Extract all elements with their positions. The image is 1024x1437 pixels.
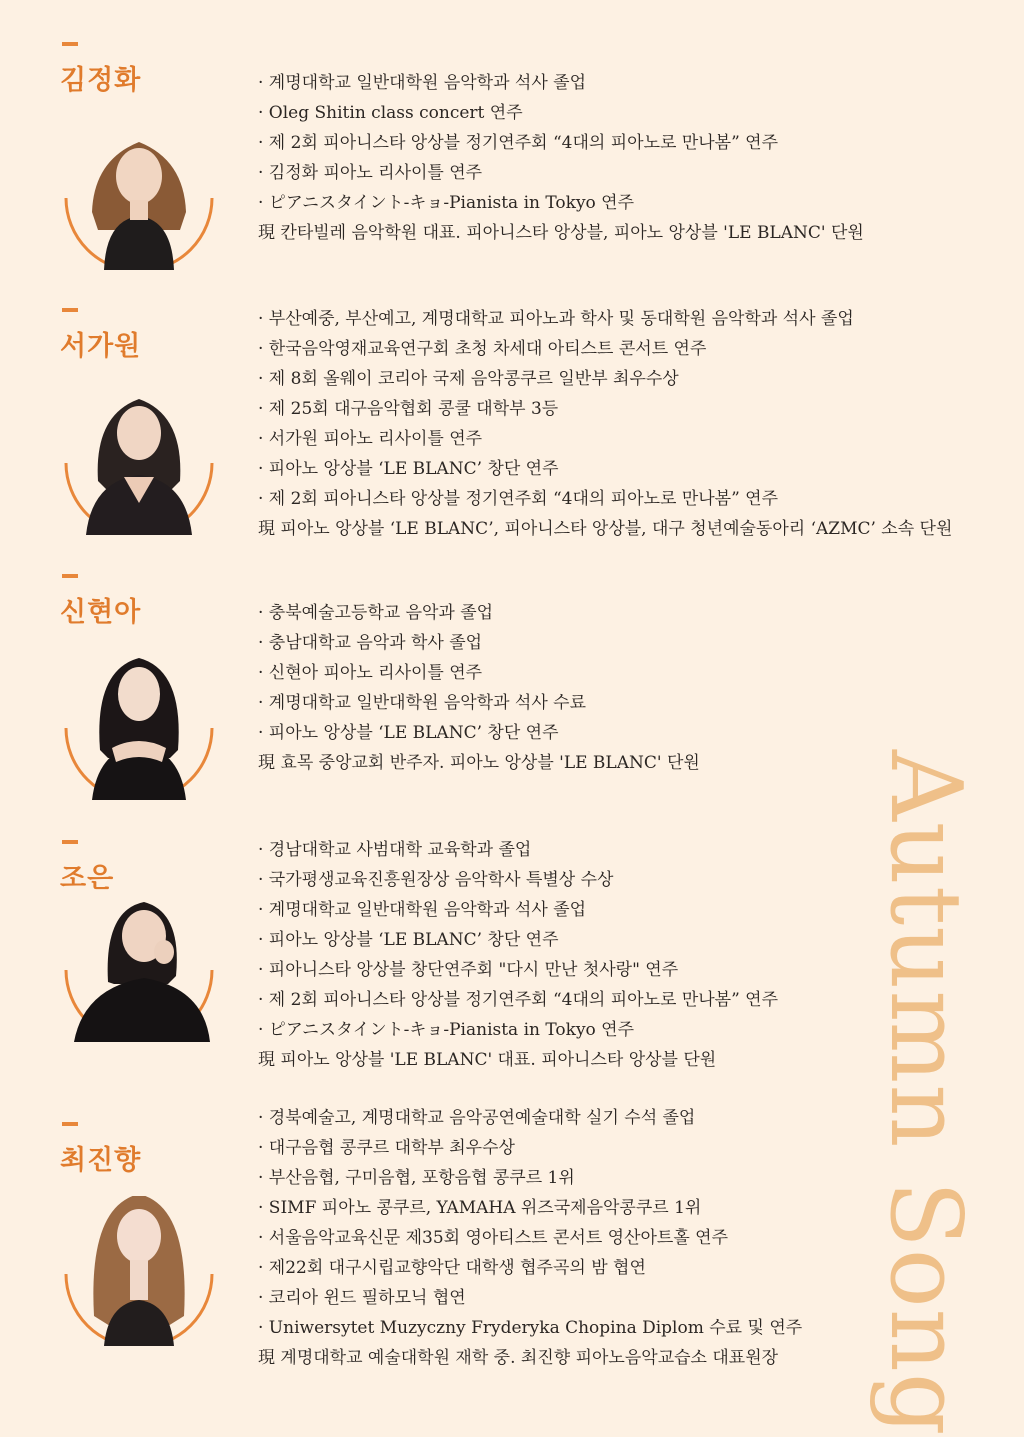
- bio-line: · 부산예중, 부산예고, 계명대학교 피아노과 학사 및 동대학원 음악학과 석사 졸업: [258, 309, 854, 329]
- bio-line: · 제 2회 피아니스타 앙상블 정기연주회 “4대의 피아노로 만나봄” 연주: [258, 133, 779, 153]
- bio-line: · 충북예술고등학교 음악과 졸업: [258, 603, 494, 623]
- performer-name: 서가원: [60, 331, 142, 362]
- bio-line: 現 효목 중앙교회 반주자. 피아노 앙상블 'LE BLANC' 단원: [258, 753, 700, 773]
- bio-line: 現 피아노 앙상블 ‘LE BLANC’, 피아니스타 앙상블, 대구 청년예술동아리 ‘AZMC’ 소속 단원: [258, 519, 953, 539]
- bio-line: · 서울음악교육신문 제35회 영아티스트 콘서트 영산아트홀 연주: [258, 1228, 729, 1248]
- bio-line: · 계명대학교 일반대학원 음악학과 석사 졸업: [258, 73, 587, 93]
- bio-line: · 신현아 피아노 리사이틀 연주: [258, 663, 483, 683]
- bio-line: · 계명대학교 일반대학원 음악학과 석사 수료: [258, 693, 587, 713]
- bio-line: · 제 25회 대구음악협회 콩쿨 대학부 3등: [258, 399, 559, 419]
- performer-bio: [258, 68, 978, 248]
- side-title: [860, 750, 982, 1437]
- bio-line: · 국가평생교육진흥원장상 음악학사 특별상 수상: [258, 870, 614, 890]
- performer-name: 신현아: [60, 597, 142, 628]
- bio-line: · 서가원 피아노 리사이틀 연주: [258, 429, 483, 449]
- bio-line: · 경남대학교 사범대학 교육학과 졸업: [258, 840, 532, 860]
- bio-line: · 피아노 앙상블 ‘LE BLANC’ 창단 연주: [258, 459, 559, 479]
- bio-line: · SIMF 피아노 콩쿠르, YAMAHA 위즈국제음악콩쿠르 1위: [258, 1198, 702, 1218]
- bio-line: · ピアニスタイント-キョ-Pianista in Tokyo 연주: [258, 193, 635, 213]
- bio-line: · 제22회 대구시립교향악단 대학생 협주곡의 밤 협연: [258, 1258, 646, 1278]
- bio-line: · Uniwersytet Muzyczny Fryderyka Chopina Diplom 수료 및 연주: [258, 1318, 803, 1338]
- performer-bio: [258, 304, 978, 544]
- performer-portrait: [64, 892, 214, 1042]
- performer-name: 조은: [60, 863, 115, 894]
- bio-line: · 제 8회 올웨이 코리아 국제 음악콩쿠르 일반부 최우수상: [258, 369, 679, 389]
- bio-line: · 대구음협 콩쿠르 대학부 최우수상: [258, 1138, 515, 1158]
- performer-portrait: [64, 120, 214, 270]
- bio-line: · 제 2회 피아니스타 앙상블 정기연주회 “4대의 피아노로 만나봄” 연주: [258, 990, 779, 1010]
- performer-name: 최진향: [60, 1145, 142, 1176]
- bio-line: · ピアニスタイント-キョ-Pianista in Tokyo 연주: [258, 1020, 635, 1040]
- side-title-text: Autumn Song: [868, 750, 982, 1437]
- bio-line: · 코리아 윈드 필하모닉 협연: [258, 1288, 466, 1308]
- performer-portrait: [64, 385, 214, 535]
- bio-line: · 피아노 앙상블 ‘LE BLANC’ 창단 연주: [258, 930, 559, 950]
- accent-dash: [62, 1122, 78, 1126]
- bio-line: · 제 2회 피아니스타 앙상블 정기연주회 “4대의 피아노로 만나봄” 연주: [258, 489, 779, 509]
- bio-line: · 김정화 피아노 리사이틀 연주: [258, 163, 483, 183]
- performer-portrait: [64, 1196, 214, 1346]
- bio-line: 現 피아노 앙상블 'LE BLANC' 대표. 피아니스타 앙상블 단원: [258, 1050, 717, 1070]
- bio-line: 現 계명대학교 예술대학원 재학 중. 최진향 피아노음악교습소 대표원장: [258, 1348, 779, 1368]
- performer-portrait: [64, 650, 214, 800]
- performer-name: 김정화: [60, 65, 142, 96]
- bio-line: · Oleg Shitin class concert 연주: [258, 103, 523, 123]
- bio-line: · 경북예술고, 계명대학교 음악공연예술대학 실기 수석 졸업: [258, 1108, 696, 1128]
- bio-line: · 부산음협, 구미음협, 포항음협 콩쿠르 1위: [258, 1168, 575, 1188]
- bio-line: · 계명대학교 일반대학원 음악학과 석사 졸업: [258, 900, 587, 920]
- bio-line: · 피아노 앙상블 ‘LE BLANC’ 창단 연주: [258, 723, 559, 743]
- accent-dash: [62, 42, 78, 46]
- accent-dash: [62, 840, 78, 844]
- accent-dash: [62, 574, 78, 578]
- bio-line: · 피아니스타 앙상블 창단연주회 "다시 만난 첫사랑" 연주: [258, 960, 679, 980]
- bio-line: 現 칸타빌레 음악학원 대표. 피아니스타 앙상블, 피아노 앙상블 'LE BLANC' 단원: [258, 223, 864, 243]
- bio-line: · 한국음악영재교육연구회 초청 차세대 아티스트 콘서트 연주: [258, 339, 707, 359]
- accent-dash: [62, 308, 78, 312]
- bio-line: · 충남대학교 음악과 학사 졸업: [258, 633, 483, 653]
